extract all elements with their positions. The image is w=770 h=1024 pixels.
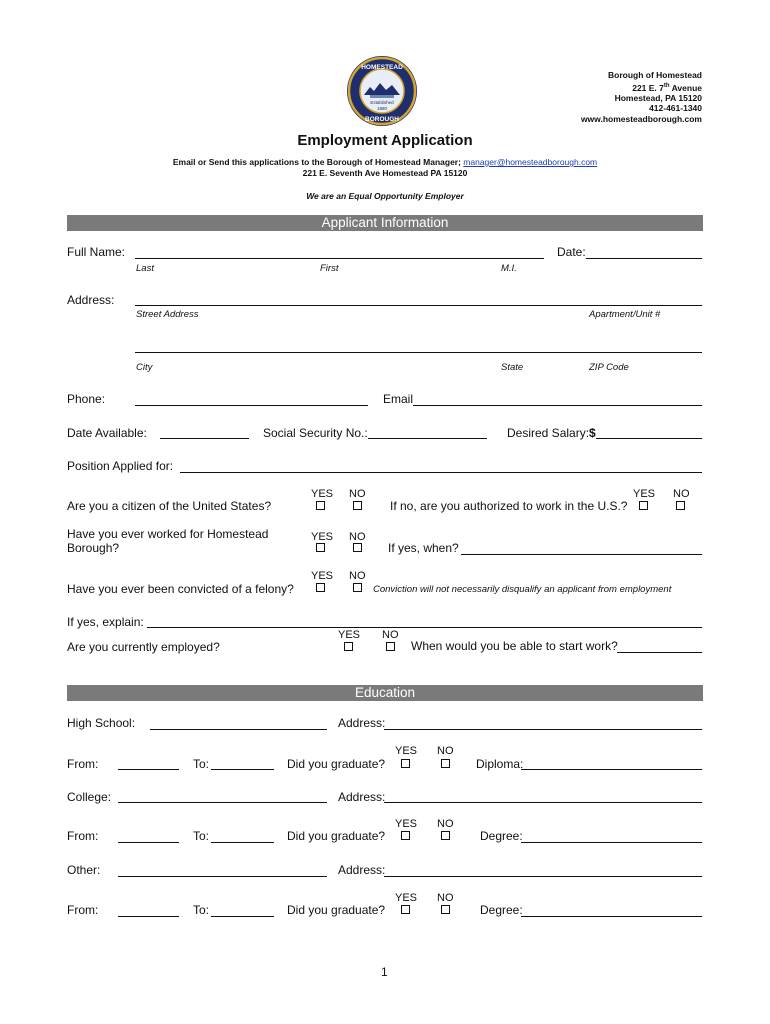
page-number: 1 xyxy=(381,965,388,979)
hs-graduate-yes-checkbox[interactable] xyxy=(401,759,410,768)
college-address-field[interactable] xyxy=(384,802,702,803)
employed-yes-label: YES xyxy=(338,629,361,641)
authorized-question: If no, are you authorized to work in the U.S.? xyxy=(390,499,628,513)
if-yes-when-label: If yes, when? xyxy=(388,541,459,555)
college-graduate-yes-checkbox[interactable] xyxy=(401,831,410,840)
worked-question-line-2: Borough? xyxy=(67,541,120,555)
section-education: Education xyxy=(67,685,703,701)
borough-seal-logo xyxy=(346,55,418,127)
high-school-field[interactable] xyxy=(150,729,327,730)
other-label: Other: xyxy=(67,863,101,877)
worked-question-line-1: Have you ever worked for Homestead xyxy=(67,527,269,541)
worked-no-label: NO xyxy=(349,531,366,543)
hs-graduate-no-checkbox[interactable] xyxy=(441,759,450,768)
contact-block xyxy=(581,70,702,124)
authorized-no-label: NO xyxy=(673,488,690,500)
ssn-label: Social Security No.: xyxy=(263,426,368,440)
high-school-address-field[interactable] xyxy=(384,729,702,730)
hs-yes-label: YES xyxy=(395,745,418,757)
seal-year: 1880 xyxy=(376,106,388,111)
hs-from-label: From: xyxy=(67,757,99,771)
phone-label: Phone: xyxy=(67,392,106,406)
ssn-field[interactable] xyxy=(368,438,487,439)
date-available-field[interactable] xyxy=(160,438,249,439)
org-name: Borough of Homestead xyxy=(608,70,702,80)
date-label: Date: xyxy=(557,245,586,259)
seal-established: Established xyxy=(370,100,394,105)
college-graduate-no-checkbox[interactable] xyxy=(441,831,450,840)
middle-initial-caption: M.I. xyxy=(501,263,517,274)
position-field[interactable] xyxy=(180,472,702,473)
authorized-yes-label: YES xyxy=(633,488,656,500)
college-graduate-label: Did you graduate? xyxy=(287,829,386,843)
felony-no-checkbox[interactable] xyxy=(353,583,362,592)
city-caption: City xyxy=(136,362,153,373)
if-yes-when-field[interactable] xyxy=(461,554,702,555)
other-from-field[interactable] xyxy=(118,916,179,917)
employed-yes-checkbox[interactable] xyxy=(344,642,353,651)
intro-line-1: Email or Send this applications to the Borough of Homestead Manager; manager@homesteadborough.com xyxy=(172,157,598,167)
intro-line-2: 221 E. Seventh Ave Homestead PA 15120 xyxy=(302,168,468,178)
email-field[interactable] xyxy=(413,405,702,406)
college-from-field[interactable] xyxy=(118,842,179,843)
date-field[interactable] xyxy=(586,258,702,259)
if-yes-explain-field[interactable] xyxy=(147,627,702,628)
high-school-address-label: Address: xyxy=(338,716,386,730)
org-city: Homestead, PA 15120 xyxy=(614,92,702,103)
first-name-caption: First xyxy=(320,263,339,274)
other-to-label: To: xyxy=(193,903,210,917)
authorized-no-checkbox[interactable] xyxy=(676,501,685,510)
diploma-label: Diploma: xyxy=(476,757,524,771)
college-degree-field[interactable] xyxy=(521,842,702,843)
org-street: 221 E. 7th Avenue xyxy=(632,82,702,93)
org-website: www.homesteadborough.com xyxy=(580,113,702,124)
citizen-no-checkbox[interactable] xyxy=(353,501,362,510)
college-no-label: NO xyxy=(437,818,454,830)
full-name-field[interactable] xyxy=(135,258,544,259)
worked-yes-label: YES xyxy=(311,531,334,543)
worked-no-checkbox[interactable] xyxy=(353,543,362,552)
start-work-label: When would you be able to start work? xyxy=(411,639,618,653)
other-yes-label: YES xyxy=(395,892,418,904)
other-field[interactable] xyxy=(118,876,327,877)
page-title: Employment Application xyxy=(297,132,473,149)
desired-salary-label: Desired Salary:$ xyxy=(507,426,596,440)
hs-no-label: NO xyxy=(437,745,454,757)
position-label: Position Applied for: xyxy=(67,459,174,473)
manager-email-link[interactable]: manager@homesteadborough.com xyxy=(463,157,598,167)
college-degree-label: Degree: xyxy=(480,829,523,843)
address-label: Address: xyxy=(67,293,115,307)
other-degree-field[interactable] xyxy=(521,916,702,917)
state-caption: State xyxy=(501,362,524,373)
felony-yes-label: YES xyxy=(311,570,334,582)
full-name-label: Full Name: xyxy=(67,245,126,259)
employed-question: Are you currently employed? xyxy=(67,640,220,654)
diploma-field[interactable] xyxy=(521,769,702,770)
desired-salary-field[interactable] xyxy=(596,438,702,439)
if-yes-explain-label: If yes, explain: xyxy=(67,615,144,629)
hs-graduate-label: Did you graduate? xyxy=(287,757,386,771)
citizen-question: Are you a citizen of the United States? xyxy=(67,499,272,513)
other-address-field[interactable] xyxy=(384,876,702,877)
phone-field[interactable] xyxy=(135,405,368,406)
date-available-label: Date Available: xyxy=(67,426,147,440)
seal-top-text: HOMESTEAD xyxy=(361,64,403,71)
felony-no-label: NO xyxy=(349,570,366,582)
other-from-label: From: xyxy=(67,903,99,917)
other-to-field[interactable] xyxy=(211,916,274,917)
street-address-field[interactable] xyxy=(135,305,702,306)
high-school-label: High School: xyxy=(67,716,136,730)
college-label: College: xyxy=(67,790,112,804)
other-graduate-label: Did you graduate? xyxy=(287,903,386,917)
hs-to-label: To: xyxy=(193,757,210,771)
citizen-yes-checkbox[interactable] xyxy=(316,501,325,510)
college-to-label: To: xyxy=(193,829,210,843)
zip-caption: ZIP Code xyxy=(589,362,629,373)
org-phone: 412-461-1340 xyxy=(649,103,702,114)
felony-yes-checkbox[interactable] xyxy=(316,583,325,592)
city-state-zip-field[interactable] xyxy=(135,352,702,353)
employed-no-label: NO xyxy=(382,629,399,641)
authorized-yes-checkbox[interactable] xyxy=(639,501,648,510)
citizen-no-label: NO xyxy=(349,488,366,500)
seal-bottom-text: BOROUGH xyxy=(365,116,399,123)
other-graduate-yes-checkbox[interactable] xyxy=(401,905,410,914)
college-yes-label: YES xyxy=(395,818,418,830)
start-work-field[interactable] xyxy=(617,652,702,653)
hs-to-field[interactable] xyxy=(211,769,274,770)
street-address-caption: Street Address xyxy=(136,309,199,320)
college-from-label: From: xyxy=(67,829,99,843)
college-to-field[interactable] xyxy=(211,842,274,843)
last-name-caption: Last xyxy=(136,263,154,274)
college-address-label: Address: xyxy=(338,790,386,804)
felony-question: Have you ever been convicted of a felony? xyxy=(67,582,294,596)
section-applicant-information: Applicant Information xyxy=(67,215,703,231)
email-label: Email xyxy=(383,392,414,406)
apartment-caption: Apartment/Unit # xyxy=(589,309,661,320)
hs-from-field[interactable] xyxy=(118,769,179,770)
college-field[interactable] xyxy=(118,802,327,803)
other-degree-label: Degree: xyxy=(480,903,523,917)
other-no-label: NO xyxy=(437,892,454,904)
worked-yes-checkbox[interactable] xyxy=(316,543,325,552)
employed-no-checkbox[interactable] xyxy=(386,642,395,651)
other-address-label: Address: xyxy=(338,863,386,877)
felony-note: Conviction will not necessarily disqualify an applicant from employment xyxy=(373,584,672,595)
eoe-statement: We are an Equal Opportunity Employer xyxy=(306,191,464,201)
citizen-yes-label: YES xyxy=(311,488,334,500)
other-graduate-no-checkbox[interactable] xyxy=(441,905,450,914)
